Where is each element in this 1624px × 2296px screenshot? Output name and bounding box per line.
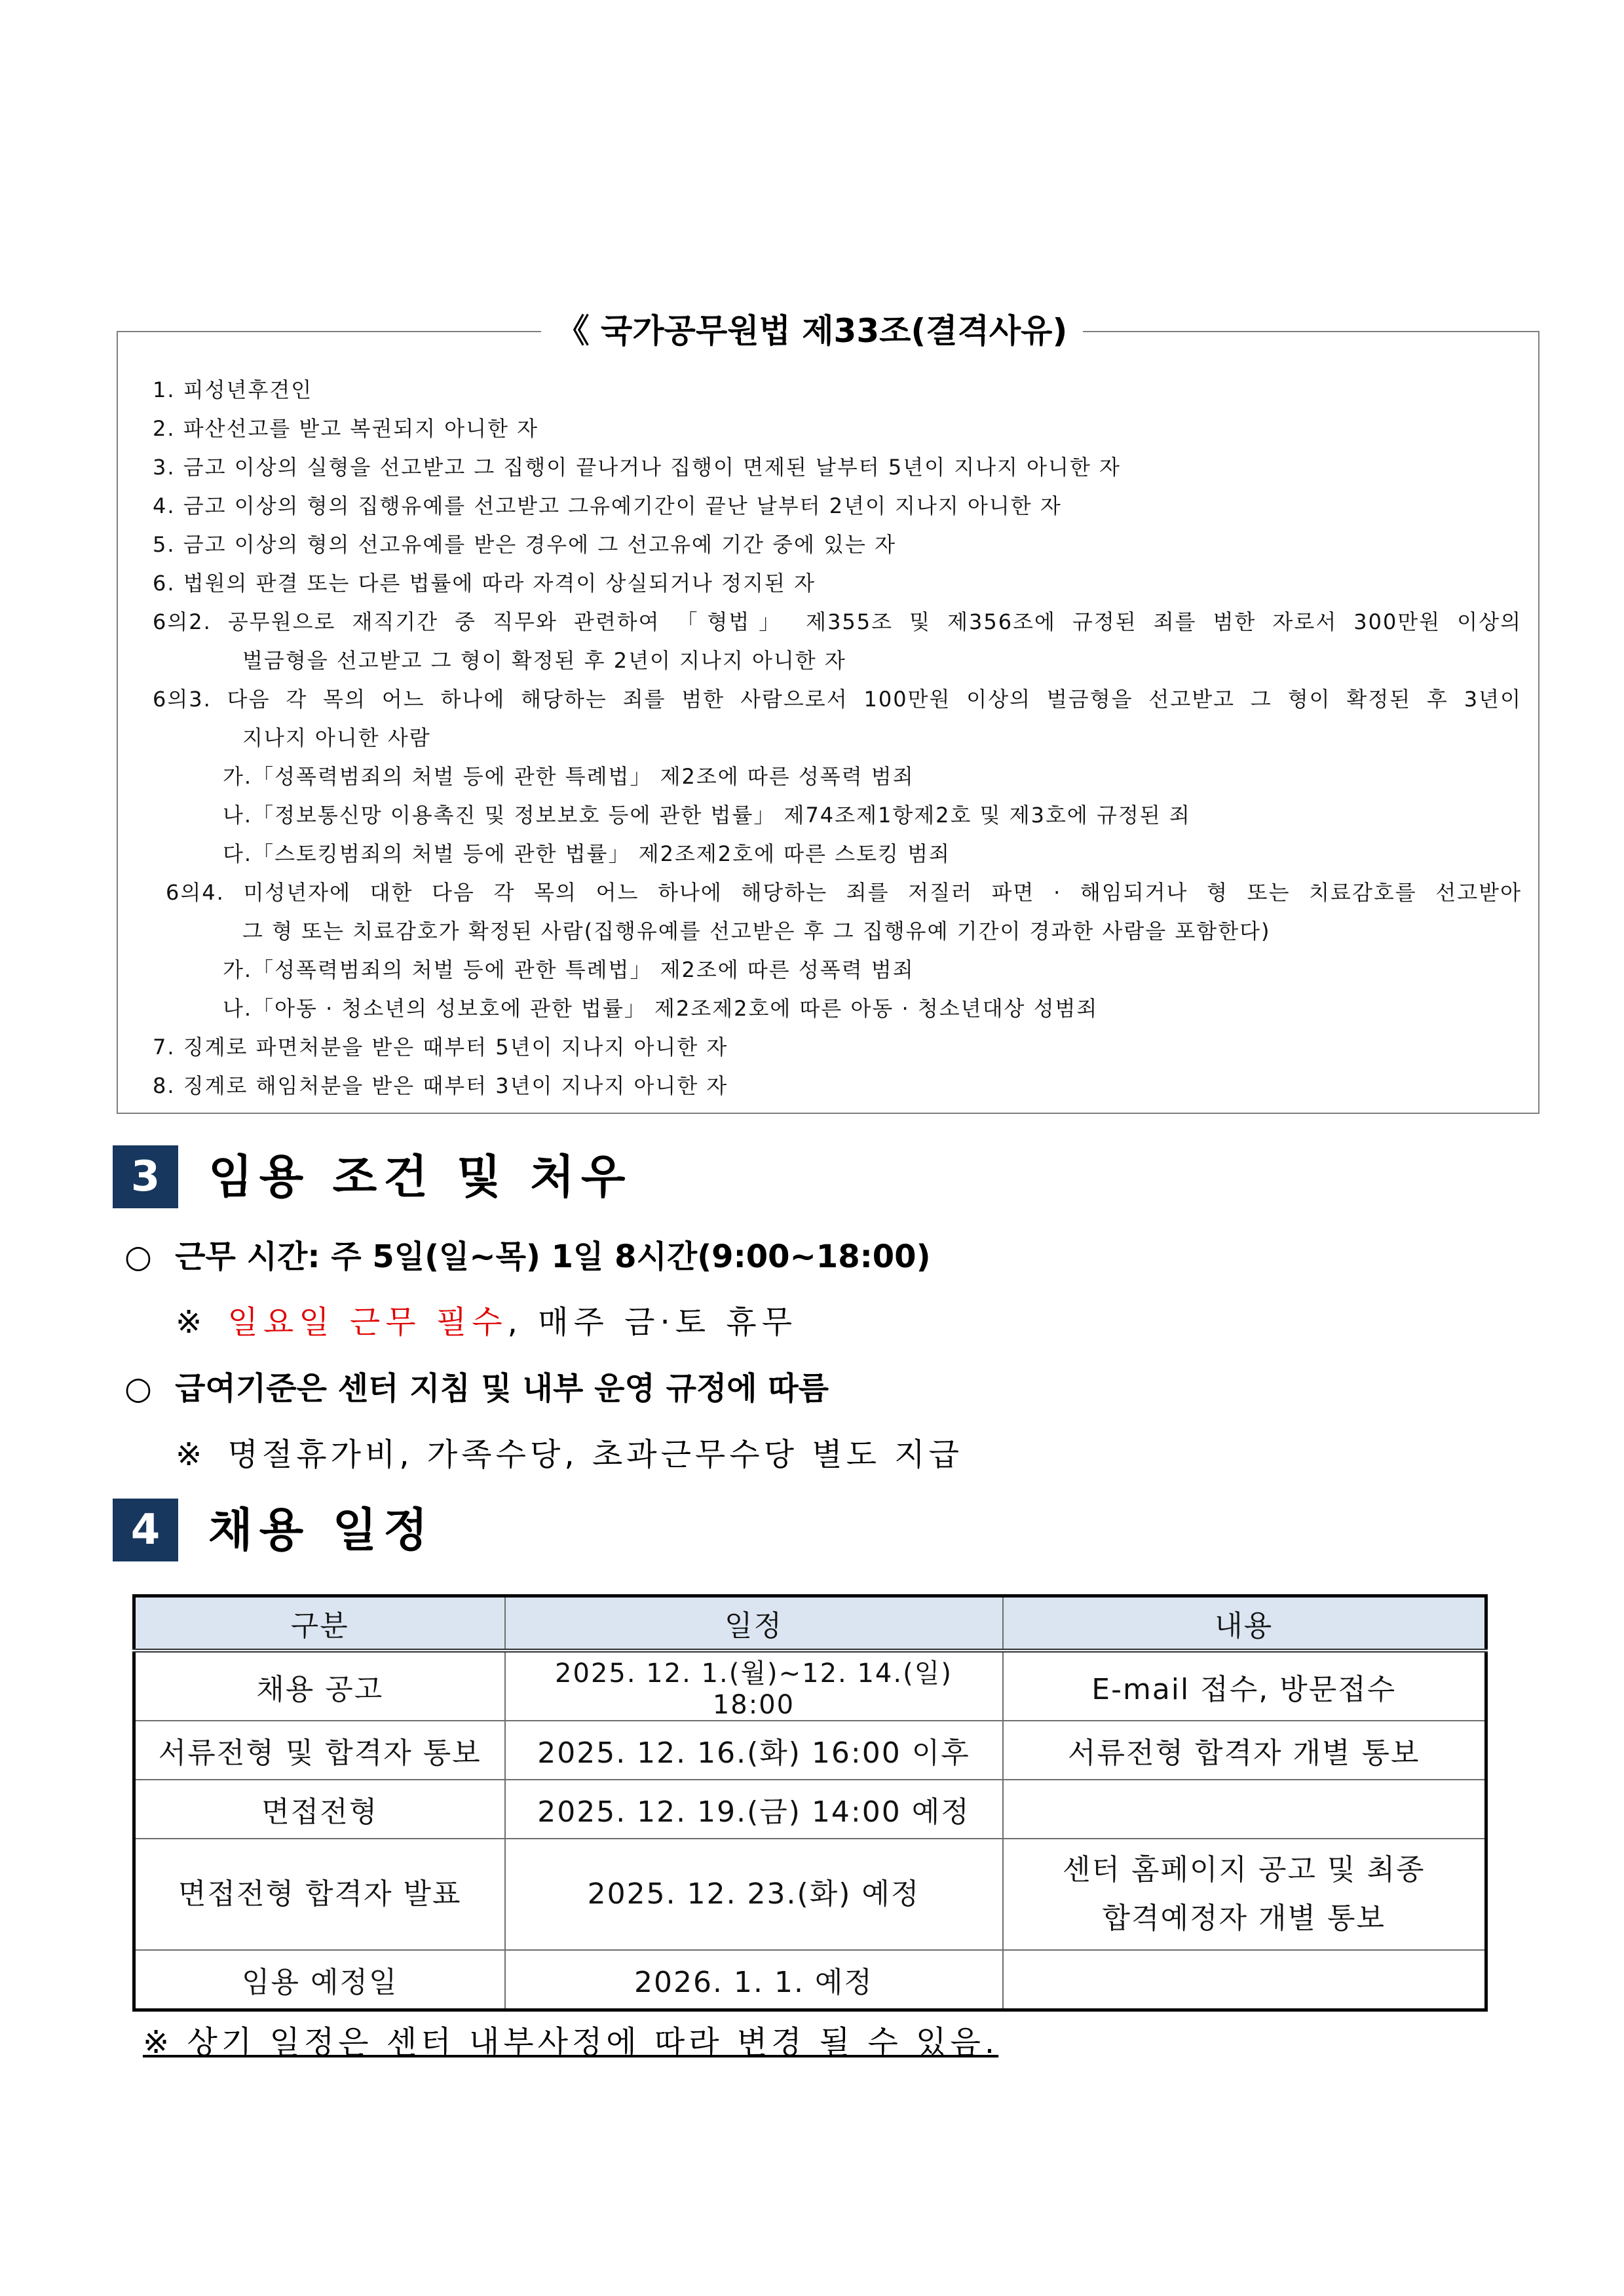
table-cell-content (1003, 1780, 1486, 1839)
schedule-table (132, 1594, 1488, 2012)
table-cell-category: 채용 공고 (134, 1651, 505, 1721)
law-box-title: 《 국가공무원법 제33조(결격사유) (0, 308, 1624, 354)
allowance-text: 명절휴가비, 가족수당, 초과근무수당 별도 지급 (227, 1436, 964, 1473)
table-cell-date: 2025. 12. 16.(화) 16:00 이후 (505, 1721, 1003, 1780)
condition-item (124, 1236, 931, 1278)
column-header: 일정 (505, 1596, 1003, 1651)
salary-standard-text: 급여기준은 센터 지침 및 내부 운영 규정에 따름 (175, 1370, 829, 1407)
table-cell-date: 2025. 12. 1.(월)~12. 14.(일) 18:00 (505, 1651, 1003, 1721)
law-item: 6. 법원의 판결 또는 다른 법률에 따라 자격이 상실되거나 정지된 자 (153, 571, 816, 596)
law-subitem: 가.「성폭력범죄의 처벌 등에 관한 특례법」 제2조에 따른 성폭력 범죄 (223, 764, 915, 789)
table-cell-content (1003, 1950, 1486, 2010)
law-item: 4. 금고 이상의 형의 집행유예를 선고받고 그유예기간이 끝난 날부터 2년이 지나지 아니한 자 (153, 493, 1062, 518)
table-row (134, 1839, 1486, 1950)
law-item: 3. 금고 이상의 실형을 선고받고 그 집행이 끝나거나 집행이 면제된 날부터 5년이 지나지 아니한 자 (153, 455, 1121, 480)
sunday-work-required: 일요일 근무 필수 (227, 1304, 508, 1341)
table-cell-date: 2026. 1. 1. 예정 (505, 1950, 1003, 2010)
table-row (134, 1780, 1486, 1839)
law-item: 8. 징계로 해임처분을 받은 때부터 3년이 지나지 아니한 자 (153, 1073, 728, 1098)
section-title: 임용 조건 및 처우 (208, 1150, 632, 1204)
law-item-continuation: 그 형 또는 치료감호가 확정된 사람(집행유예를 선고받은 후 그 집행유예 기간이 경과한 사람을 포함한다) (242, 919, 1271, 944)
condition-note (176, 1301, 797, 1343)
section-number: 3 (113, 1145, 178, 1208)
content-line: 센터 홈페이지 공고 및 최종 (1063, 1853, 1426, 1886)
circle-bullet-icon: ○ (124, 1370, 152, 1407)
law-subitem: 나.「정보통신망 이용촉진 및 정보보호 등에 관한 법률」 제74조제1항제2호 및 제3호에 규정된 죄 (223, 803, 1191, 828)
law-item: 5. 금고 이상의 형의 선고유예를 받은 경우에 그 선고유예 기간 중에 있는 자 (153, 532, 897, 557)
table-cell-content: E-mail 접수, 방문접수 (1003, 1651, 1486, 1721)
law-item: 6의2. 공무원으로 재직기간 중 직무와 관련하여 「형법」 제355조 및 제356조에 규정된 죄를 범한 자로서 300만원 이상의 (153, 609, 1522, 634)
table-cell-date: 2025. 12. 19.(금) 14:00 예정 (505, 1780, 1003, 1839)
content-line: 합격예정자 개별 통보 (1102, 1902, 1386, 1935)
circle-bullet-icon: ○ (124, 1238, 152, 1275)
column-header: 구분 (134, 1596, 505, 1651)
column-header: 내용 (1003, 1596, 1486, 1651)
condition-item (124, 1368, 829, 1409)
table-cell-category: 임용 예정일 (134, 1950, 505, 2010)
law-subitem: 가.「성폭력범죄의 처벌 등에 관한 특례법」 제2조에 따른 성폭력 범죄 (223, 957, 915, 982)
law-item-continuation: 지나지 아니한 사람 (242, 725, 431, 750)
law-item: 6의4. 미성년자에 대한 다음 각 목의 어느 하나에 해당하는 죄를 저질러 파면 · 해임되거나 형 또는 치료감호를 선고받아 (166, 880, 1522, 905)
schedule-change-note: ※ 상기 일정은 센터 내부사정에 따라 변경 될 수 있음. (143, 2024, 999, 2061)
condition-note (176, 1434, 963, 1476)
weekly-off-text: , 매주 금·토 휴무 (507, 1304, 798, 1341)
law-item: 7. 징계로 파면처분을 받은 때부터 5년이 지나지 아니한 자 (153, 1035, 728, 1060)
table-cell-category: 면접전형 (134, 1780, 505, 1839)
law-item: 1. 피성년후견인 (153, 377, 313, 402)
work-hours-text: 근무 시간: 주 5일(일~목) 1일 8시간(9:00~18:00) (175, 1238, 931, 1275)
reference-mark-icon: ※ (176, 1304, 202, 1341)
table-cell-category: 면접전형 합격자 발표 (134, 1839, 505, 1950)
law-item-continuation: 벌금형을 선고받고 그 형이 확정된 후 2년이 지나지 아니한 자 (242, 648, 846, 673)
law-subitem: 다.「스토킹범죄의 처벌 등에 관한 법률」 제2조제2호에 따른 스토킹 범죄 (223, 841, 951, 866)
table-cell-category: 서류전형 및 합격자 통보 (134, 1721, 505, 1780)
reference-mark-icon: ※ (176, 1436, 202, 1473)
section-title: 채용 일정 (208, 1503, 434, 1557)
table-cell-content (1003, 1839, 1486, 1950)
section-number: 4 (113, 1499, 178, 1561)
law-subitem: 나.「아동 · 청소년의 성보호에 관한 법률」 제2조제2호에 따른 아동 · 청소년대상 성범죄 (223, 996, 1099, 1021)
table-cell-date: 2025. 12. 23.(화) 예정 (505, 1839, 1003, 1950)
law-item: 6의3. 다음 각 목의 어느 하나에 해당하는 죄를 범한 사람으로서 100만원 이상의 벌금형을 선고받고 그 형이 확정된 후 3년이 (153, 687, 1522, 712)
table-cell-content: 서류전형 합격자 개별 통보 (1003, 1721, 1486, 1780)
table-row (134, 1950, 1486, 2010)
table-header-row (134, 1596, 1486, 1651)
table-row (134, 1651, 1486, 1721)
law-item: 2. 파산선고를 받고 복권되지 아니한 자 (153, 416, 539, 441)
table-row (134, 1721, 1486, 1780)
